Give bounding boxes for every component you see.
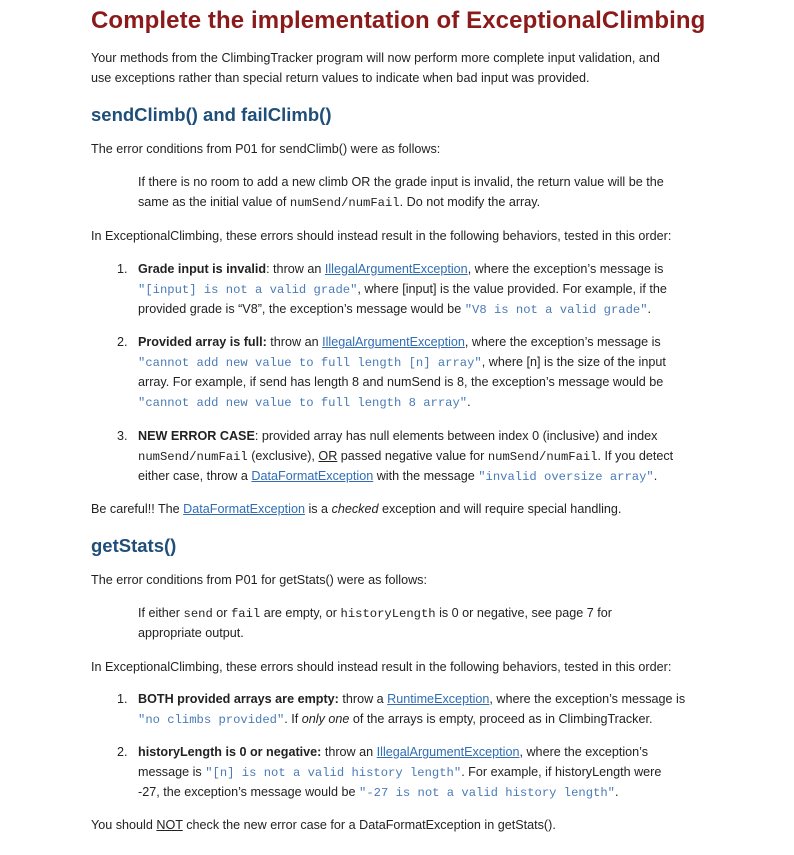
list-item-line: "no climbs provided". If only one of the arrays is empty, proceed as in ClimbingTracker. xyxy=(138,712,653,727)
intro-line-1: Your methods from the ClimbingTracker program will now perform more complete input validation, and xyxy=(91,51,660,65)
illegal-argument-exception-link[interactable]: IllegalArgumentException xyxy=(322,335,465,349)
page-title: Complete the implementation of ExceptionalClimbing xyxy=(91,7,706,34)
list-item-line: "cannot add new value to full length [n] array", where [n] is the size of the input xyxy=(138,355,666,370)
list-number: 1. xyxy=(117,262,128,276)
sendclimb-behaviors-intro: In ExceptionalClimbing, these errors should instead result in the following behaviors, tested in this order: xyxy=(91,229,672,243)
section-heading-getstats: getStats() xyxy=(91,535,177,556)
intro-line-2: use exceptions rather than special return values to indicate when bad input was provided. xyxy=(91,71,590,85)
data-format-exception-link[interactable]: DataFormatException xyxy=(251,469,374,483)
runtime-exception-link[interactable]: RuntimeException xyxy=(387,692,490,706)
list-item: NEW ERROR CASE: provided array has null elements between index 0 (inclusive) and index xyxy=(138,429,658,443)
sendclimb-quote-line-1: If there is no room to add a new climb OR the grade input is invalid, the return value will be the xyxy=(138,175,664,189)
list-number: 1. xyxy=(117,692,128,706)
list-item-line: array. For example, if send has length 8 and numSend is 8, the exception’s message would be xyxy=(138,375,664,389)
data-format-exception-link[interactable]: DataFormatException xyxy=(183,502,305,516)
list-item-line: "[input] is not a valid grade", where [input] is the value provided. For example, if the xyxy=(138,282,667,297)
list-item-line: -27, the exception’s message would be "-27 is not a valid history length". xyxy=(138,785,619,800)
final-note: You should NOT check the new error case for a DataFormatException in getStats(). xyxy=(91,818,556,832)
list-item: BOTH provided arrays are empty: throw a RuntimeException, where the exception’s message is xyxy=(138,692,686,706)
illegal-argument-exception-link[interactable]: IllegalArgumentException xyxy=(324,262,468,276)
list-item-line: "cannot add new value to full length 8 array". xyxy=(138,395,471,410)
illegal-argument-exception-link[interactable]: IllegalArgumentException xyxy=(376,745,520,759)
list-item-line: either case, throw a DataFormatException with the message "invalid oversize array". xyxy=(138,469,658,484)
getstats-behaviors-intro: In ExceptionalClimbing, these errors should instead result in the following behaviors, tested in this order: xyxy=(91,660,672,674)
getstats-quote-line-1: If either send or fail are empty, or historyLength is 0 or negative, see page 7 for xyxy=(138,606,613,621)
list-number: 2. xyxy=(117,335,128,349)
list-item: Provided array is full: throw an IllegalArgumentException, where the exception’s message is xyxy=(138,335,661,349)
list-item-line: numSend/numFail (exclusive), OR passed negative value for numSend/numFail. If you detect xyxy=(138,449,674,464)
list-item: historyLength is 0 or negative: throw an IllegalArgumentException, where the exception’s xyxy=(138,745,649,759)
list-number: 3. xyxy=(117,429,128,443)
section-heading-sendclimb: sendClimb() and failClimb() xyxy=(91,104,332,125)
sendclimb-lead: The error conditions from P01 for sendClimb() were as follows: xyxy=(91,142,441,156)
getstats-quote-line-2: appropriate output. xyxy=(138,626,244,640)
list-item-line: message is "[n] is not a valid history length". For example, if historyLength were xyxy=(138,765,662,780)
sendclimb-quote-line-2: same as the initial value of numSend/numFail. Do not modify the array. xyxy=(138,195,541,210)
list-item: Grade input is invalid: throw an IllegalArgumentException, where the exception’s message is xyxy=(138,262,664,276)
list-item-line: provided grade is “V8”, the exception’s message would be "V8 is not a valid grade". xyxy=(138,302,652,317)
careful-note: Be careful!! The DataFormatException is a checked exception and will require special handling. xyxy=(91,502,622,516)
list-number: 2. xyxy=(117,745,128,759)
getstats-lead: The error conditions from P01 for getStats() were as follows: xyxy=(91,573,427,587)
